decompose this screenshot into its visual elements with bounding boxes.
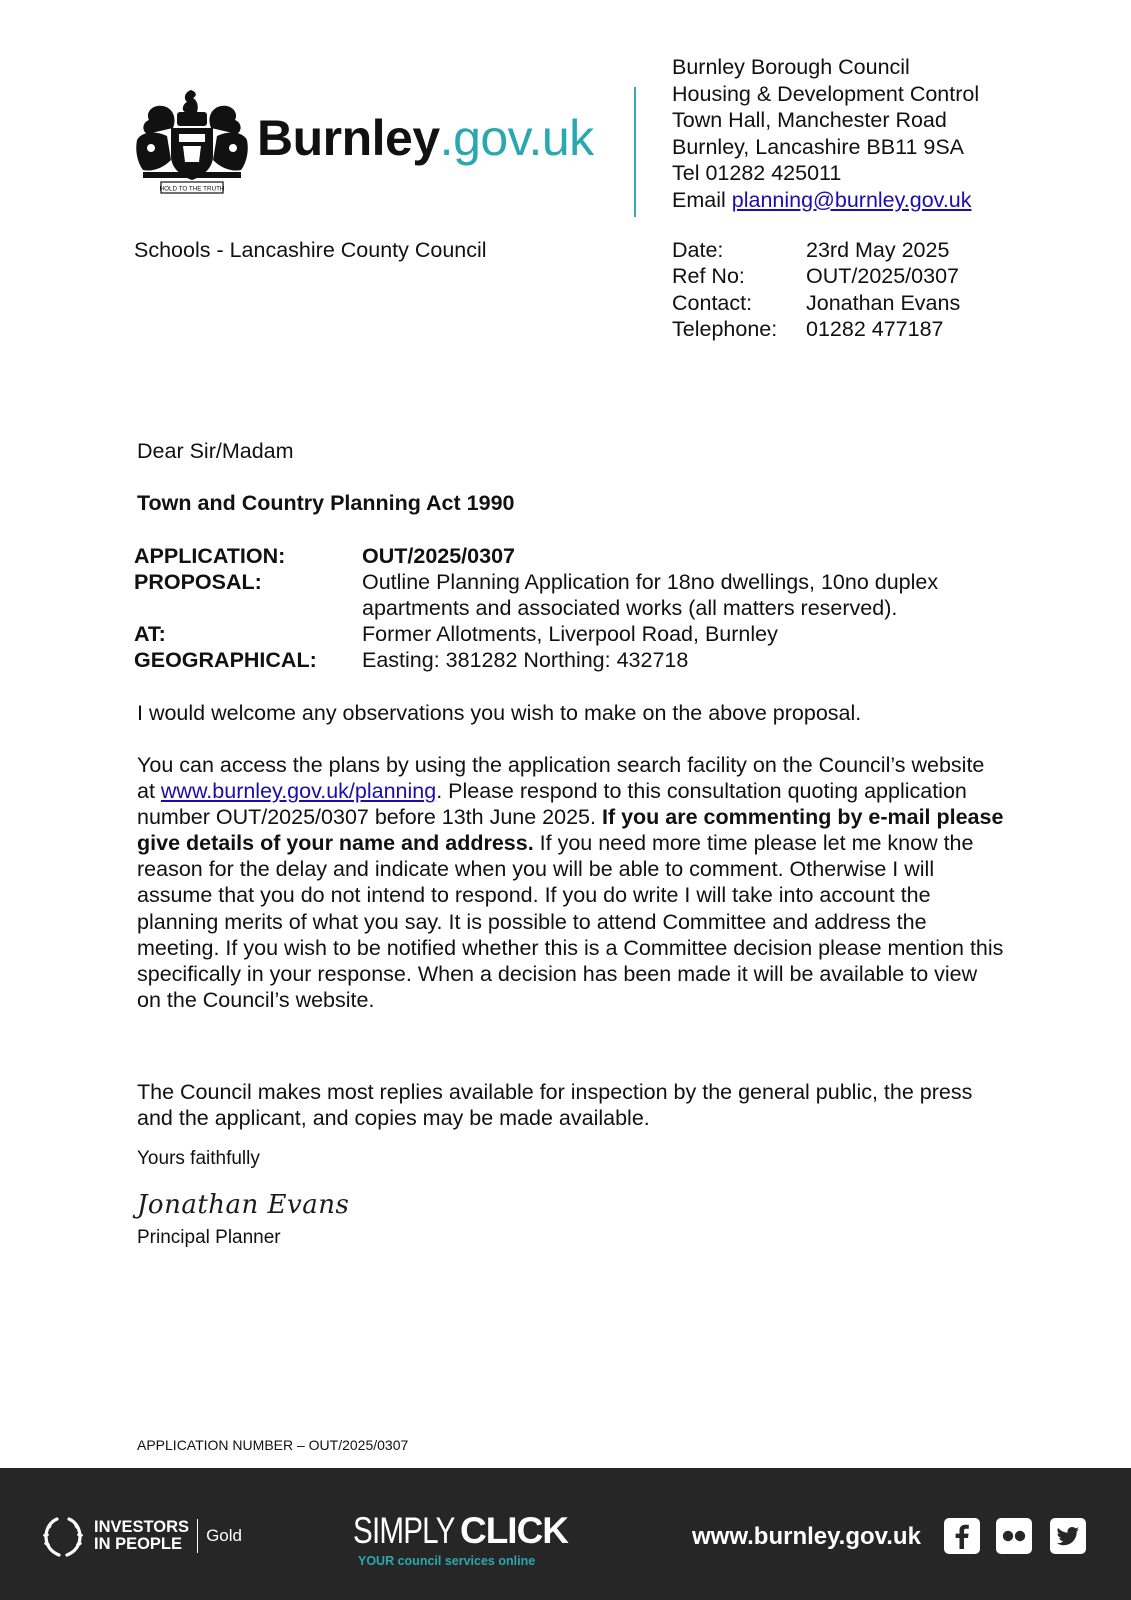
footer-reference: APPLICATION NUMBER – OUT/2025/0307: [137, 1437, 409, 1453]
logo-wordmark: Burnley.gov.uk: [257, 110, 594, 166]
application-details: [134, 543, 1004, 673]
address-line: Burnley Borough Council: [672, 55, 910, 79]
proposal-row: PROPOSAL: Outline Planning Application for 18no dwellings, 10no duplex apartments and associated works (all matters reserved).: [134, 570, 939, 620]
meta-contact: Contact: Jonathan Evans: [672, 290, 961, 315]
planning-website-link[interactable]: www.burnley.gov.uk/planning: [160, 779, 437, 804]
meta-date: Date: 23rd May 2025: [672, 238, 950, 262]
salutation: Dear Sir/Madam: [137, 439, 294, 463]
body-paragraph-3: The Council makes most replies available for inspection by the general public, the press and the applicant, and copies may be made available.: [137, 1080, 973, 1131]
sender-address: [672, 54, 979, 213]
crest-motto: HOLD TO THE TRUTH: [159, 185, 225, 193]
body-paragraph-2: You can access the plans by using the application search facility on the Council’s website at www.burnley.gov.uk/planning. Please respond to this consultation quoting application number OUT/2025/0307 before 13th June 2025. If you are commenting by e-mail please give details of your name and address. If you need more time please let me know the reason for the delay and indicate when you will be able to comment. Otherwise I will assume that you do not intend to respond. If you do write I will take into account the planning merits of what you say. It is possible to attend Committee and address the meeting. If you wish to be notified whether this is a Committee decision please mention this specifically in your response. When a decision has been made it will be available to view on the Council’s website.: [137, 753, 1004, 1012]
twitter-icon[interactable]: [1050, 1518, 1086, 1554]
meta-telephone: Telephone: 01282 477187: [672, 316, 944, 341]
address-line: Town Hall, Manchester Road: [672, 108, 947, 132]
iip-divider: [197, 1519, 198, 1553]
letter-meta: [672, 237, 960, 342]
act-title: Town and Country Planning Act 1990: [137, 491, 515, 515]
simply-click-logo: SIMPLY CLICK YOUR council services online: [353, 1510, 569, 1568]
email-link[interactable]: planning@burnley.gov.uk: [731, 187, 972, 212]
iip-level: Gold: [206, 1526, 242, 1545]
recipient: Schools - Lancashire County Council: [134, 238, 487, 262]
facebook-icon[interactable]: [944, 1518, 980, 1554]
signature: Jonathan Evans: [137, 1190, 350, 1220]
geographical-row: GEOGRAPHICAL: Easting: 381282 Northing: 432718: [134, 648, 689, 672]
location-row: AT: Former Allotments, Liverpool Road, Burnley: [134, 622, 778, 646]
application-row: APPLICATION: OUT/2025/0307: [134, 544, 515, 568]
meta-ref: Ref No: OUT/2025/0307: [672, 264, 959, 289]
body-paragraph-1: I would welcome any observations you wish to make on the above proposal.: [137, 701, 862, 725]
signatory-title: Principal Planner: [137, 1227, 281, 1248]
header-divider: [634, 87, 636, 217]
iip-text: INVESTORS IN PEOPLE: [94, 1518, 190, 1553]
burnley-logo: [133, 88, 613, 196]
flickr-icon[interactable]: [996, 1518, 1032, 1554]
address-line: Burnley, Lancashire BB11 9SA: [672, 134, 965, 159]
laurel-wreath-icon: [40, 1513, 86, 1559]
address-line: Housing & Development Control: [672, 81, 980, 106]
footer-band: [0, 1468, 1131, 1600]
investors-in-people-badge: [40, 1512, 242, 1560]
email-line: Email planning@burnley.gov.uk: [672, 187, 972, 212]
address-line: Tel 01282 425011: [672, 161, 842, 185]
coat-of-arms-icon: [133, 88, 251, 196]
closing: Yours faithfully: [137, 1148, 260, 1169]
footer-website[interactable]: www.burnley.gov.uk: [692, 1523, 921, 1550]
